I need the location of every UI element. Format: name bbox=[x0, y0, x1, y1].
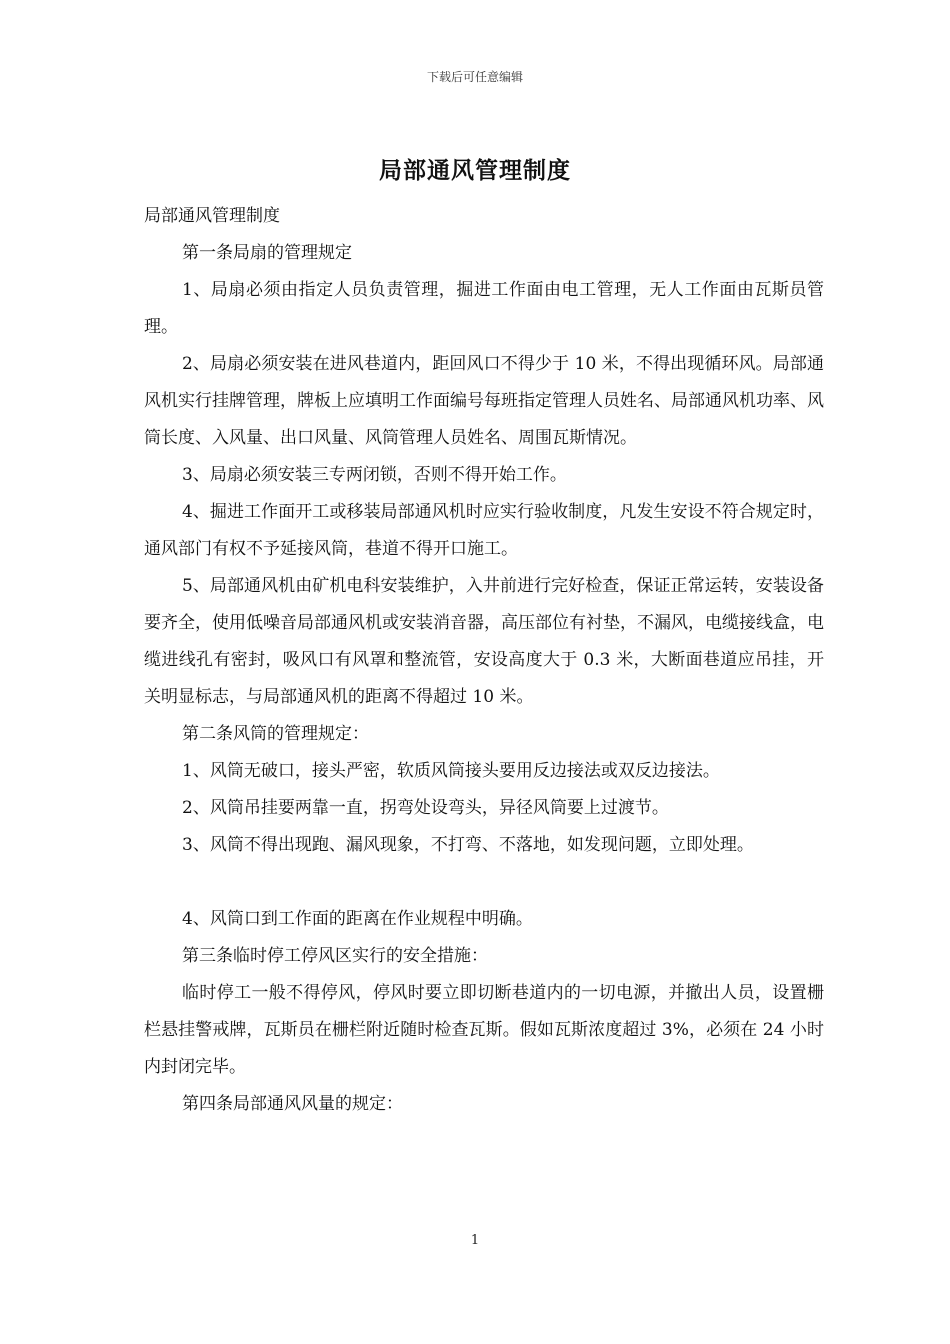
blank-line bbox=[144, 864, 824, 901]
paragraph: 1、局扇必须由指定人员负责管理，掘进工作面由电工管理，无人工作面由瓦斯员管理。 bbox=[144, 280, 824, 337]
document-subtitle: 局部通风管理制度 bbox=[144, 206, 280, 226]
section-heading-3: 第三条临时停工停风区实行的安全措施： bbox=[182, 946, 488, 966]
paragraph: 1、风筒无破口，接头严密，软质风筒接头要用反边接法或双反边接法。 bbox=[182, 761, 720, 781]
paragraph: 2、风筒吊挂要两靠一直，拐弯处设弯头，异径风筒要上过渡节。 bbox=[182, 798, 669, 818]
document-body bbox=[144, 198, 824, 1123]
paragraph: 5、局部通风机由矿机电科安装维护，入井前进行完好检查，保证正常运转，安装设备要齐全，使用低噪音局部通风机或安装消音器，高压部位有衬垫，不漏风，电缆接线盒，电缆进线孔有密封，吸风口有风罩和整流管，安设高度大于 0.3 米，大断面巷道应吊挂，开关明显标志，与局部通风机的距离不得超过 10 米。 bbox=[144, 576, 824, 707]
paragraph: 3、风筒不得出现跑、漏风现象，不打弯、不落地，如发现问题，立即处理。 bbox=[182, 835, 754, 855]
section-heading-2: 第二条风筒的管理规定： bbox=[182, 724, 369, 744]
section-heading-1: 第一条局扇的管理规定 bbox=[182, 243, 352, 263]
paragraph: 临时停工一般不得停风，停风时要立即切断巷道内的一切电源，并撤出人员，设置栅栏悬挂警戒牌，瓦斯员在栅栏附近随时检查瓦斯。假如瓦斯浓度超过 3%，必须在 24 小时内封闭完毕。 bbox=[144, 983, 824, 1077]
page-header-note: 下载后可任意编辑 bbox=[426, 70, 523, 84]
paragraph: 4、风筒口到工作面的距离在作业规程中明确。 bbox=[182, 909, 533, 929]
document-title: 局部通风管理制度 bbox=[379, 157, 571, 184]
paragraph: 4、掘进工作面开工或移装局部通风机时应实行验收制度，凡发生安设不符合规定时，通风部门有权不予延接风筒，巷道不得开口施工。 bbox=[144, 502, 824, 559]
page-number: 1 bbox=[470, 1233, 480, 1248]
section-heading-4: 第四条局部通风风量的规定： bbox=[182, 1094, 403, 1114]
paragraph: 2、局扇必须安装在进风巷道内，距回风口不得少于 10 米，不得出现循环风。局部通风机实行挂牌管理，牌板上应填明工作面编号每班指定管理人员姓名、局部通风机功率、风筒长度、入风量、出口风量、风筒管理人员姓名、周围瓦斯情况。 bbox=[144, 354, 824, 448]
paragraph: 3、局扇必须安装三专两闭锁，否则不得开始工作。 bbox=[182, 465, 567, 485]
